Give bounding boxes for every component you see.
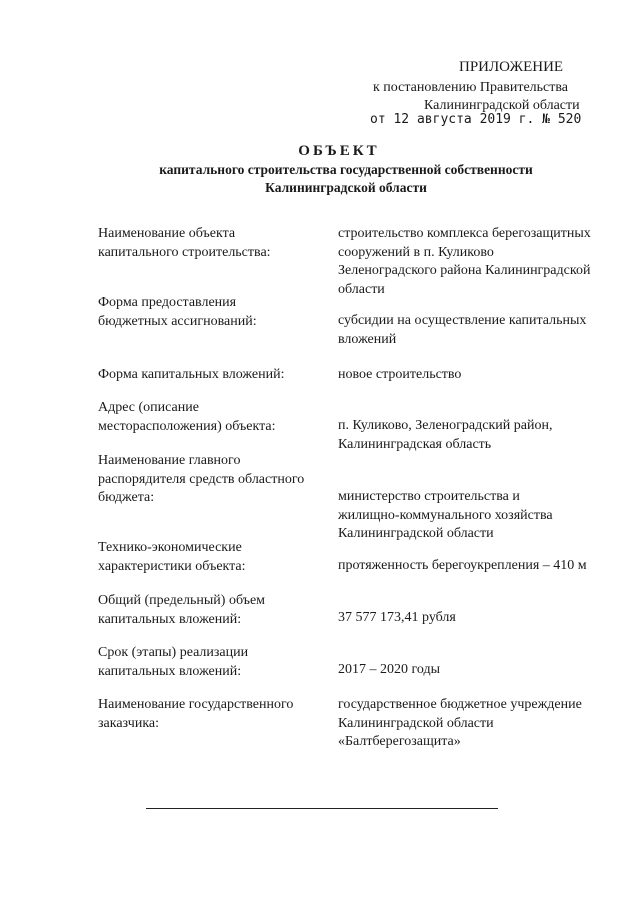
document-title: ОБЪЕКТ (298, 143, 380, 159)
row-customer-label: Наименование государственного заказчика: (98, 697, 294, 731)
row-budget-manager-label: Наименование главного распорядителя средств областного бюджета: (98, 453, 305, 505)
appendix-line-region: Калининградской области (424, 98, 580, 113)
row-customer-value: государственное бюджетное учреждение Калининградской области «Балтберегозащита» (338, 697, 582, 749)
closing-rule (146, 808, 498, 809)
document-subtitle-2: Калининградской области (265, 180, 427, 195)
row-specifications-value: протяженность берегоукрепления – 410 м (338, 558, 587, 573)
row-address-label: Адрес (описание месторасположения) объекта: (98, 400, 276, 434)
row-funding-form-label: Форма предоставления бюджетных ассигнований: (98, 295, 257, 329)
appendix-title: ПРИЛОЖЕНИЕ (459, 59, 564, 75)
document-subtitle-1: капитального строительства государственной собственности (159, 162, 533, 177)
row-object-name-label: Наименование объекта капитального строительства: (98, 226, 271, 260)
row-timeline-value: 2017 – 2020 годы (338, 662, 441, 677)
row-object-name-value: строительство комплекса берегозащитных сооружений в п. Куликово Зеленоградского района Калининградской области (338, 226, 591, 297)
row-investment-form-value: новое строительство (338, 367, 462, 382)
appendix-line-date-number: от 12 августа 2019 г. № 520 (370, 112, 582, 127)
row-total-volume-label: Общий (предельный) объем капитальных вложений: (98, 593, 266, 627)
document-heading (0, 143, 640, 197)
row-address-value: п. Куликово, Зеленоградский район, Калининградская область (338, 418, 553, 452)
row-funding-form-value: субсидии на осуществление капитальных вложений (338, 313, 587, 347)
row-specifications-label: Технико-экономические характеристики объекта: (98, 540, 246, 574)
row-investment-form-label: Форма капитальных вложений: (98, 367, 285, 382)
row-timeline-label: Срок (этапы) реализации капитальных вложений: (98, 645, 249, 679)
appendix-line-resolution: к постановлению Правительства (373, 80, 569, 95)
row-total-volume-value: 37 577 173,41 рубля (338, 610, 456, 625)
row-budget-manager-value: министерство строительства и жилищно-коммунального хозяйства Калининградской области (338, 489, 553, 541)
